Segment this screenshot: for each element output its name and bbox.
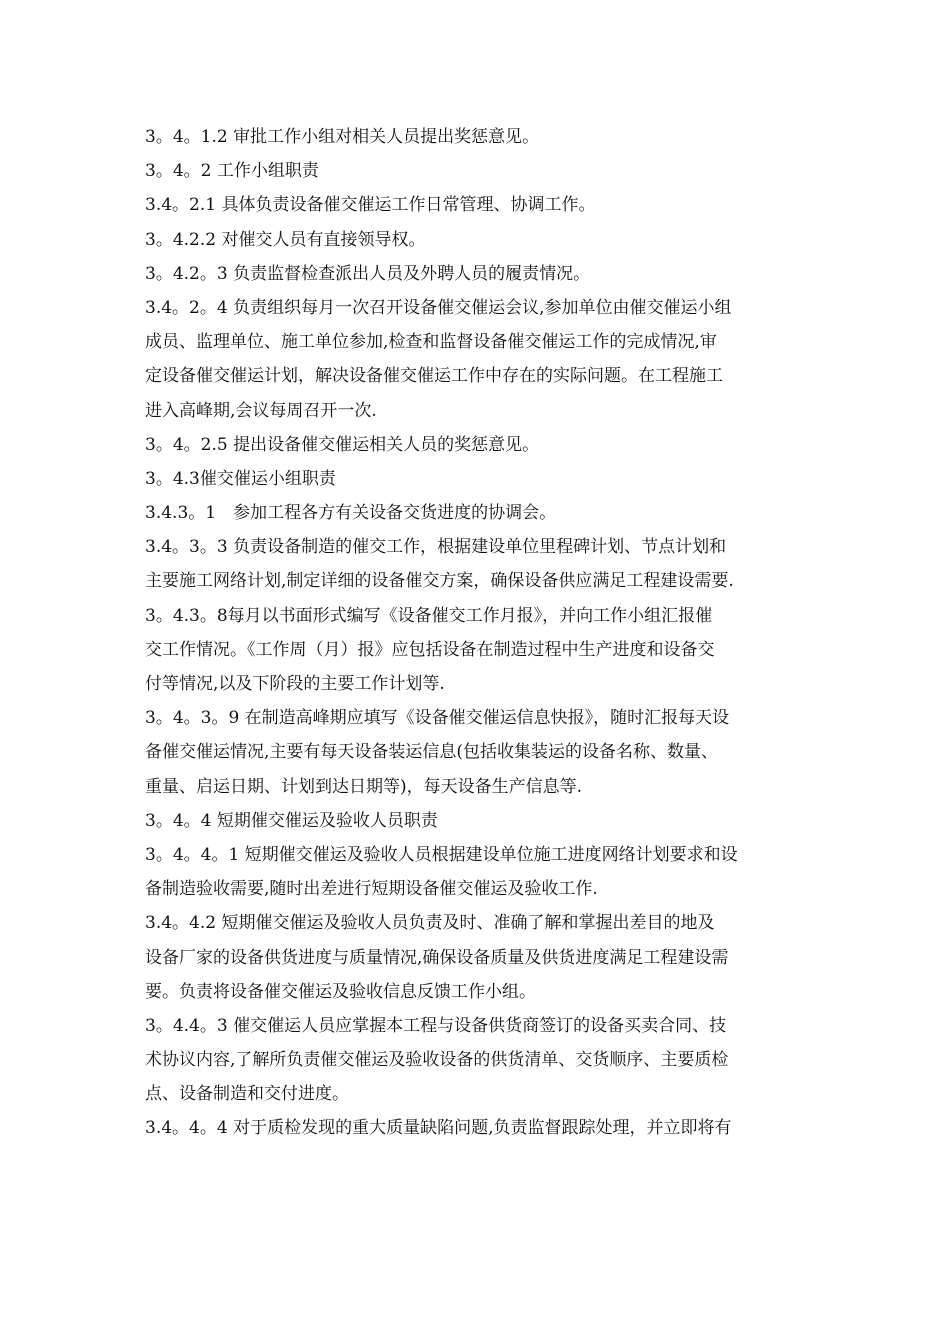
paragraph	[145, 496, 810, 530]
text-line: 术协议内容,了解所负责催交催运及验收设备的供货清单、交货顺序、主要质检	[145, 1050, 729, 1071]
text-line: 3。4。4 短期催交催运及验收人员职责	[145, 810, 438, 831]
text-line: 3。4.2.2 对催交人员有直接领导权。	[145, 229, 426, 250]
paragraph	[145, 257, 810, 291]
text-line: 3.4。4.2 短期催交催运及验收人员负责及时、准确了解和掌握出差目的地及	[145, 913, 715, 934]
text-line: 备制造验收需要,随时出差进行短期设备催交催运及验收工作.	[145, 879, 598, 900]
paragraph	[145, 188, 810, 222]
text-line: 点、设备制造和交付进度。	[145, 1084, 349, 1105]
text-line: 进入高峰期,会议每周召开一次.	[145, 400, 377, 421]
paragraph	[145, 530, 810, 598]
paragraph	[145, 906, 810, 1009]
text-line: 定设备催交催运计划，解决设备催交催运工作中存在的实际问题。在工程施工	[145, 366, 723, 387]
paragraph	[145, 804, 810, 838]
text-line: 3.4。2.1 具体负责设备催交催运工作日常管理、协调工作。	[145, 195, 596, 216]
text-line: 付等情况,以及下阶段的主要工作计划等.	[145, 674, 445, 694]
text-line: 3.4。4。4 对于质检发现的重大质量缺陷问题,负责监督跟踪处理，并立即将有	[145, 1118, 732, 1139]
text-line: 备催交催运情况,主要有每天设备装运信息(包括收集装运的设备名称、数量、	[145, 742, 719, 763]
paragraph	[145, 154, 810, 188]
text-line: 3.4。2。4 负责组织每月一次召开设备催交催运会议,参加单位由催交催运小组	[145, 297, 732, 318]
text-line: 3.4.3。1 参加工程各方有关设备交货进度的协调会。	[145, 503, 557, 524]
paragraph	[145, 291, 810, 428]
text-line: 3。4.3。8每月以书面形式编写《设备催交工作月报》，并向工作小组汇报催	[145, 605, 713, 626]
text-line: 设备厂家的设备供货进度与质量情况,确保设备质量及供货进度满足工程建设需	[145, 947, 729, 968]
text-line: 3。4.3催交催运小组职责	[145, 468, 336, 489]
paragraph	[145, 1009, 810, 1112]
text-line: 3。4。4。1 短期催交催运及验收人员根据建设单位施工进度网络计划要求和设	[145, 844, 738, 865]
paragraph	[145, 701, 810, 804]
paragraph	[145, 462, 810, 496]
text-line: 要。负责将设备催交催运及验收信息反馈工作小组。	[145, 981, 536, 1002]
paragraph	[145, 428, 810, 462]
paragraph	[145, 1111, 810, 1145]
text-line: 交工作情况。《工作周（月）报》应包括设备在制造过程中生产进度和设备交	[145, 639, 715, 660]
text-line: 3.4。3。3 负责设备制造的催交工作，根据建设单位里程碑计划、节点计划和	[145, 537, 727, 558]
text-line: 主要施工网络计划,制定详细的设备催交方案，确保设备供应满足工程建设需要.	[145, 571, 734, 592]
text-line: 3。4。2.5 提出设备催交催运相关人员的奖惩意见。	[145, 434, 540, 455]
text-line: 3。4.2。3 负责监督检查派出人员及外聘人员的履责情况。	[145, 263, 591, 284]
paragraph	[145, 838, 810, 906]
text-line: 3。4。2 工作小组职责	[145, 161, 319, 182]
text-line: 重量、启运日期、计划到达日期等)，每天设备生产信息等.	[145, 776, 583, 797]
document-body	[145, 120, 810, 1146]
text-line: 3。4.4。3 催交催运人员应掌握本工程与设备供货商签订的设备买卖合同、技	[145, 1015, 727, 1036]
paragraph	[145, 223, 810, 257]
paragraph	[145, 599, 810, 702]
text-line: 3。4。1.2 审批工作小组对相关人员提出奖惩意见。	[145, 127, 540, 147]
text-line: 3。4。3。9 在制造高峰期应填写《设备催交催运信息快报》，随时汇报每天设	[145, 708, 730, 729]
text-line: 成员、监理单位、施工单位参加,检查和监督设备催交催运工作的完成情况,审	[145, 332, 717, 353]
paragraph	[145, 120, 810, 154]
